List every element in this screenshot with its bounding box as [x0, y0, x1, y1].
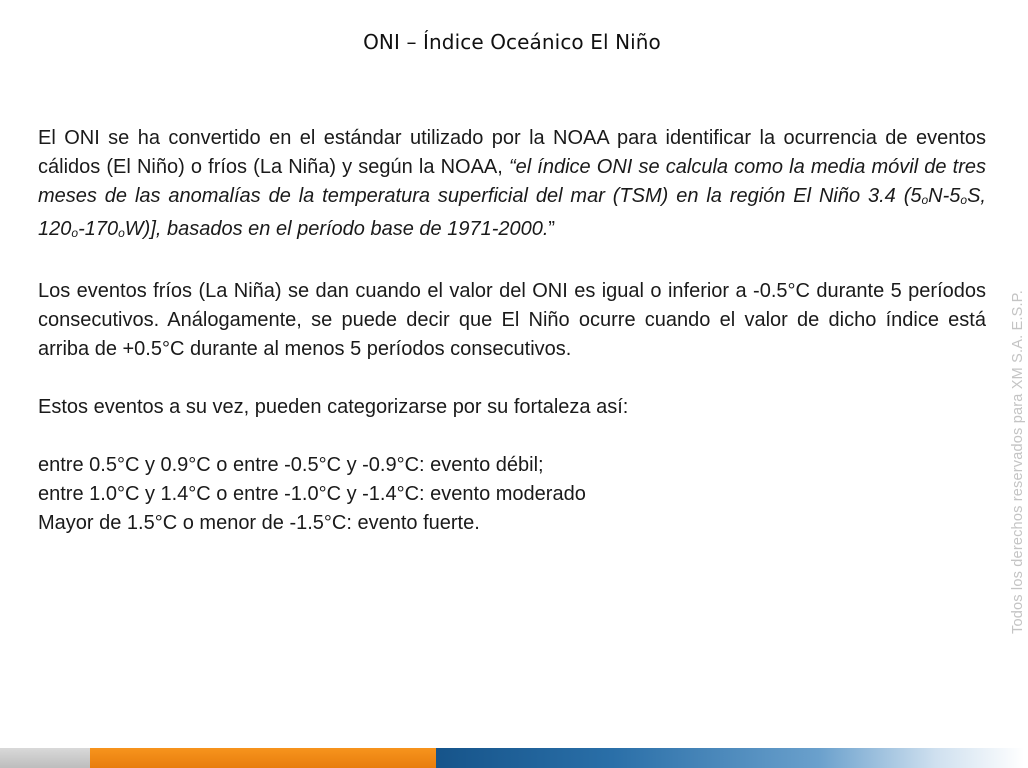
category-weak: entre 0.5°C y 0.9°C o entre -0.5°C y -0.9°C: evento débil;: [38, 454, 544, 476]
footer-color-bar: [0, 748, 1024, 768]
paragraph-spacer: [38, 248, 986, 277]
slide-title: ONI – Índice Oceánico El Niño: [363, 30, 661, 54]
paragraph-event-rules: Los eventos fríos (La Niña) se dan cuando el valor del ONI es igual o inferior a -0.5°C durante 5 períodos consecutivos. Análogamente, se puede decir que El Niño ocurre cuando el valor de dicho índice está arriba de +0.5°C durante al menos 5 períodos consecutivos.: [38, 280, 986, 360]
paragraph-oni-definition: [38, 124, 986, 248]
footer-blue-segment: [436, 748, 1024, 768]
paragraph-categories-intro: Estos eventos a su vez, pueden categorizarse por su fortaleza así:: [38, 396, 629, 418]
noaa-quote: “el índice ONI se calcula como la media móvil de tres meses de las anomalías de la temperatura superficial del mar (TSM) en la región El Niño 3.4 (5oN-5oS, 120o-170oW)], basados en el período base de 1971-2000.: [38, 156, 986, 240]
category-list: [38, 451, 986, 538]
degree-marker: o: [71, 226, 79, 240]
copyright-watermark: Todos los derechos reservados para XM S.A. E.S.P.: [1010, 289, 1026, 634]
footer-orange-segment: [90, 748, 436, 768]
category-moderate: entre 1.0°C y 1.4°C o entre -1.0°C y -1.4°C: evento moderado: [38, 483, 586, 505]
paragraph-spacer: [38, 422, 986, 451]
degree-marker: o: [118, 226, 125, 240]
paragraph-spacer: [38, 364, 986, 393]
degree-marker: o: [960, 193, 968, 207]
paragraph-intro: El ONI se ha convertido en el estándar utilizado por la NOAA para identificar la ocurrencia de eventos cálidos (El Niño) o fríos (La Niña) y según la NOAA,: [38, 127, 986, 178]
quote-close: ”: [548, 218, 556, 240]
footer-gray-segment: [0, 748, 90, 768]
slide-body: [38, 124, 986, 538]
category-strong: Mayor de 1.5°C o menor de -1.5°C: evento fuerte.: [38, 512, 480, 534]
degree-marker: o: [921, 193, 929, 207]
